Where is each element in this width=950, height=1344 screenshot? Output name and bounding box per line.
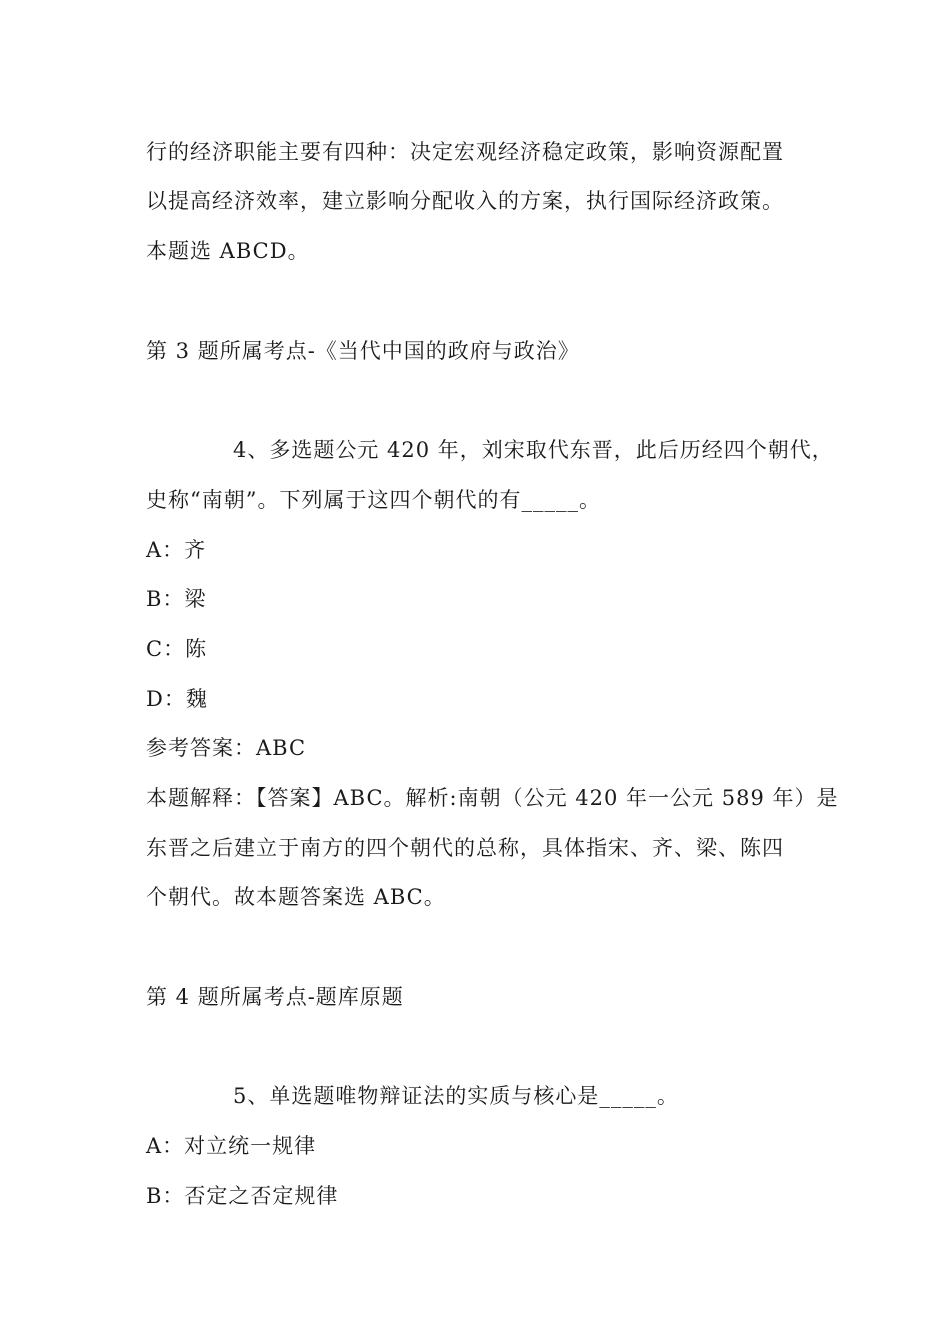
q4-explanation-line: 本题解释：【答案】ABC。解析:南朝（公元 420 年一公元 589 年）是 (146, 786, 839, 810)
q4-option-c: C：陈 (146, 637, 208, 661)
q5-option-a: A：对立统一规律 (146, 1134, 317, 1158)
q4-answer: 参考答案：ABC (146, 736, 307, 760)
q4-topic: 第 4 题所属考点-题库原题 (146, 985, 404, 1009)
q4-option-b: B：梁 (146, 587, 207, 611)
prev-explanation-line: 行的经济职能主要有四种：决定宏观经济稳定政策，影响资源配置 (146, 140, 784, 164)
q3-topic: 第 3 题所属考点-《当代中国的政府与政治》 (146, 339, 580, 363)
prev-explanation-line: 以提高经济效率，建立影响分配收入的方案，执行国际经济政策。 (146, 189, 784, 213)
q4-explanation-line: 个朝代。故本题答案选 ABC。 (146, 885, 446, 909)
q4-option-a: A：齐 (146, 538, 207, 562)
q4-stem-line: 4、多选题公元 420 年，刘宋取代东晋，此后历经四个朝代， (233, 438, 834, 462)
q4-stem-line: 史称“南朝”。下列属于这四个朝代的有_____。 (146, 488, 601, 512)
q5-stem: 5、单选题唯物辩证法的实质与核心是_____。 (233, 1084, 679, 1108)
q5-option-b: B：否定之否定规律 (146, 1184, 339, 1208)
q4-option-d: D：魏 (146, 687, 208, 711)
q4-explanation-line: 东晋之后建立于南方的四个朝代的总称，具体指宋、齐、梁、陈四 (146, 836, 784, 860)
prev-explanation-line: 本题选 ABCD。 (146, 239, 310, 263)
